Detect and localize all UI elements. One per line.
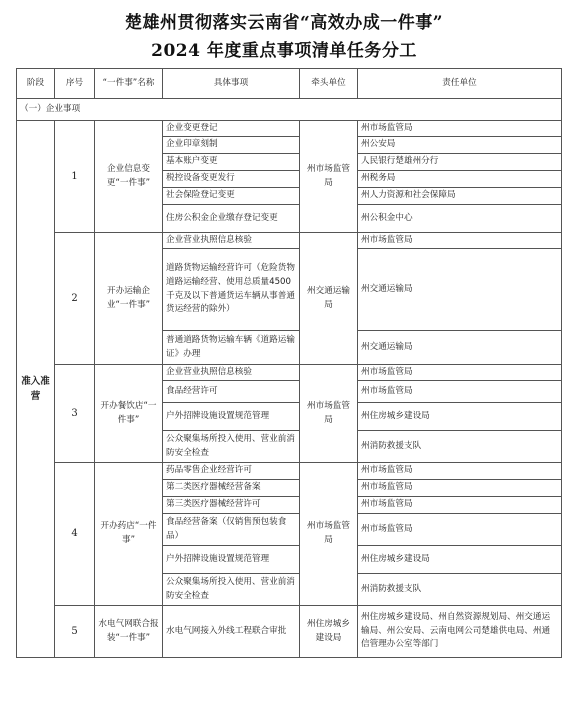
item-cell: 企业营业执照信息核验 xyxy=(163,365,300,381)
item-cell: 企业营业执照信息核验 xyxy=(163,233,300,249)
seq-cell: 3 xyxy=(55,365,95,463)
header-items: 具体事项 xyxy=(163,69,300,99)
resp-cell: 州市场监管局 xyxy=(358,365,562,381)
resp-cell: 州市场监管局 xyxy=(358,463,562,480)
item-name-cell: 开办运输企业“一件事” xyxy=(95,233,163,365)
lead-cell: 州市场监管局 xyxy=(300,365,358,463)
item-cell: 税控设备变更发行 xyxy=(163,171,300,188)
resp-cell: 州住房城乡建设局、州自然资源规划局、州交通运输局、州公安局、云南电网公司楚雄供电局、州通信管理办公室等部门 xyxy=(358,606,562,658)
resp-cell: 人民银行楚雄州分行 xyxy=(358,154,562,171)
header-stage: 阶段 xyxy=(17,69,55,99)
resp-cell: 州住房城乡建设局 xyxy=(358,403,562,431)
item-name-cell: 开办餐饮店“一件事” xyxy=(95,365,163,463)
header-seq: 序号 xyxy=(55,69,95,99)
item-cell: 企业变更登记 xyxy=(163,121,300,137)
lead-cell: 州住房城乡建设局 xyxy=(300,606,358,658)
item-cell: 户外招牌设施设置规范管理 xyxy=(163,546,300,574)
category-row xyxy=(17,99,562,121)
table-row xyxy=(17,365,562,381)
item-cell: 第二类医疗器械经营备案 xyxy=(163,480,300,497)
seq-cell: 1 xyxy=(55,121,95,233)
item-cell: 社会保险登记变更 xyxy=(163,188,300,205)
lead-cell: 州市场监管局 xyxy=(300,463,358,606)
resp-cell: 州市场监管局 xyxy=(358,121,562,137)
document-title-line1: 楚雄州贯彻落实云南省“高效办成一件事” xyxy=(124,13,444,33)
category-label: （一）企业事项 xyxy=(17,99,562,121)
task-table xyxy=(16,68,562,658)
resp-cell: 州消防救援支队 xyxy=(358,574,562,606)
resp-cell: 州市场监管局 xyxy=(358,497,562,514)
seq-cell: 2 xyxy=(55,233,95,365)
lead-cell: 州交通运输局 xyxy=(300,233,358,365)
header-name: “一件事”名称 xyxy=(95,69,163,99)
resp-cell: 州税务局 xyxy=(358,171,562,188)
resp-cell: 州市场监管局 xyxy=(358,480,562,497)
item-cell: 道路货物运输经营许可（危险货物道路运输经营、使用总质量4500千克及以下普通货运车辆从事普通货运经营的除外） xyxy=(163,249,300,331)
header-lead: 牵头单位 xyxy=(300,69,358,99)
item-cell: 食品经营许可 xyxy=(163,381,300,403)
item-cell: 水电气网接入外线工程联合审批 xyxy=(163,606,300,658)
header-row xyxy=(17,69,562,99)
resp-cell: 州消防救援支队 xyxy=(358,431,562,463)
table-row xyxy=(17,121,562,137)
resp-cell: 州交通运输局 xyxy=(358,331,562,365)
item-cell: 企业印章刻制 xyxy=(163,137,300,154)
resp-cell: 州市场监管局 xyxy=(358,381,562,403)
resp-cell: 州交通运输局 xyxy=(358,249,562,331)
table-row xyxy=(17,606,562,658)
resp-cell: 州市场监管局 xyxy=(358,514,562,546)
resp-cell: 州公积金中心 xyxy=(358,205,562,233)
item-name-cell: 企业信息变更“一件事” xyxy=(95,121,163,233)
resp-cell: 州公安局 xyxy=(358,137,562,154)
resp-cell: 州人力资源和社会保障局 xyxy=(358,188,562,205)
item-cell: 公众聚集场所投入使用、营业前消防安全检查 xyxy=(163,574,300,606)
item-cell: 住房公积金企业缴存登记变更 xyxy=(163,205,300,233)
item-cell: 食品经营备案（仅销售预包装食品） xyxy=(163,514,300,546)
resp-cell: 州市场监管局 xyxy=(358,233,562,249)
stage-cell: 准入准营 xyxy=(17,121,55,658)
table-row xyxy=(17,233,562,249)
document-title-line2: 2024 年度重点事项清单任务分工 xyxy=(151,41,417,61)
item-name-cell: 水电气网联合报装“一件事” xyxy=(95,606,163,658)
item-cell: 普通道路货物运输车辆《道路运输证》办理 xyxy=(163,331,300,365)
item-name-cell: 开办药店“一件事” xyxy=(95,463,163,606)
item-cell: 基本账户变更 xyxy=(163,154,300,171)
item-cell: 户外招牌设施设置规范管理 xyxy=(163,403,300,431)
seq-cell: 4 xyxy=(55,463,95,606)
item-cell: 第三类医疗器械经营许可 xyxy=(163,497,300,514)
seq-cell: 5 xyxy=(55,606,95,658)
item-cell: 药品零售企业经营许可 xyxy=(163,463,300,480)
resp-cell: 州住房城乡建设局 xyxy=(358,546,562,574)
table-row xyxy=(17,463,562,480)
item-cell: 公众聚集场所投入使用、营业前消防安全检查 xyxy=(163,431,300,463)
header-resp: 责任单位 xyxy=(358,69,562,99)
lead-cell: 州市场监管局 xyxy=(300,121,358,233)
